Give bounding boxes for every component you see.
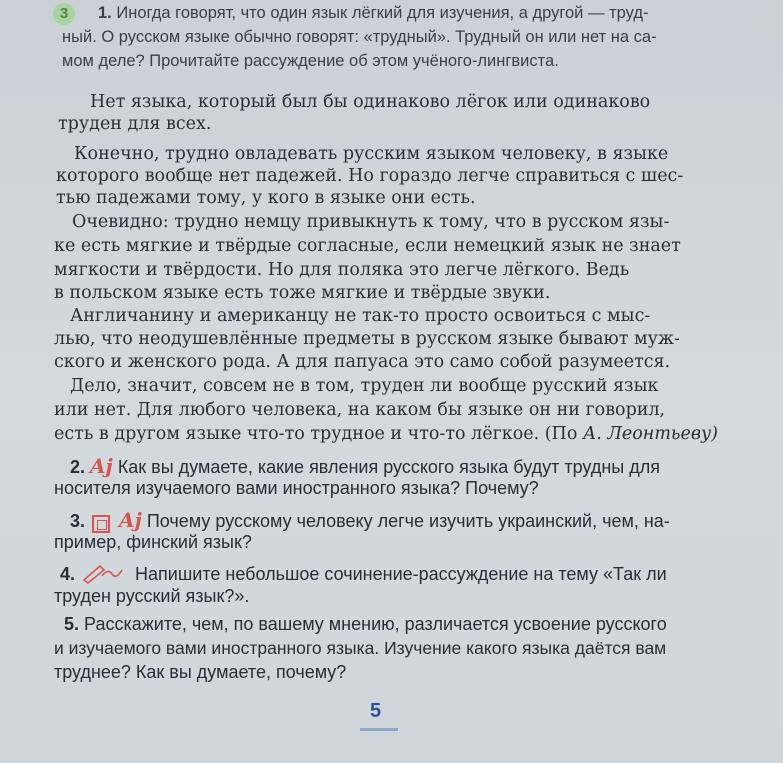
text-line-last-body: есть в другом языке что-то трудное и что-то лёгкое. (По bbox=[54, 424, 578, 444]
task5-line-3: труднее? Как вы думаете, почему? bbox=[54, 662, 347, 682]
task1-line-3: мом деле? Прочитайте рассуждение об этом учёного-лингвиста. bbox=[62, 52, 559, 70]
task2-text-1: Как вы думаете, какие явления русского языка будут трудны для bbox=[117, 457, 660, 477]
task5-text-1: Расскажите, чем, по вашему мнению, различается усвоение русского bbox=[84, 614, 667, 634]
task2-line-2: носителя изучаемого вами иностранного языка? Почему? bbox=[54, 478, 539, 498]
task1-number: 1. bbox=[98, 4, 112, 22]
author-attribution: А. Леонтьеву) bbox=[582, 424, 718, 444]
task3-number: 3. bbox=[70, 511, 86, 531]
pen-writing-icon bbox=[80, 562, 130, 584]
text-line: в польском языке есть тоже мягкие и твёрдые звуки. bbox=[54, 283, 551, 303]
text-line: которого вообще нет падежей. Но гораздо легче справиться с шес- bbox=[56, 166, 684, 186]
task4-number: 4. bbox=[60, 564, 76, 584]
text-line: Очевидно: трудно немцу привыкнуть к тому, что в русском язы- bbox=[72, 212, 670, 232]
text-line: Нет языка, который был бы одинаково лёгок или одинаково bbox=[90, 92, 651, 112]
page-number-underline bbox=[360, 728, 398, 731]
task3-line-2: пример, финский язык? bbox=[54, 532, 252, 552]
task4-line-1 bbox=[60, 562, 667, 585]
task1-line-1 bbox=[98, 4, 648, 23]
text-line: лью, что неодушевлённые предметы в русском языке бывают муж- bbox=[54, 329, 680, 349]
text-line-last bbox=[54, 424, 718, 444]
language-aj-icon: Aj bbox=[90, 454, 113, 478]
task5-number: 5. bbox=[64, 614, 80, 634]
task3-line-1 bbox=[70, 508, 670, 532]
task1-text-1: Иногда говорят, что один язык лёгкий для изучения, а другой — труд- bbox=[116, 4, 649, 22]
text-line: Англичанину и американцу не так-то просто освоиться с мыс- bbox=[70, 306, 651, 326]
text-line: Конечно, трудно овладевать русским языком человеку, в языке bbox=[74, 144, 669, 164]
task5-line-1 bbox=[64, 614, 667, 635]
text-line: мягкости и твёрдости. Но для поляка это легче лёгкого. Ведь bbox=[54, 260, 630, 280]
task3-text-1: Почему русскому человеку легче изучить украинский, чем, на- bbox=[146, 511, 670, 531]
exercise-number-badge: 3 bbox=[53, 3, 75, 25]
text-line: Дело, значит, совсем не в том, труден ли вообще русский язык bbox=[70, 376, 659, 396]
text-line: труден для всех. bbox=[58, 114, 212, 134]
text-line: или нет. Для любого человека, на каком бы языке он ни говорил, bbox=[54, 400, 666, 420]
task1-line-2: ный. О русском языке обычно говорят: «трудный». Трудный он или нет на са- bbox=[62, 28, 657, 46]
task2-number: 2. bbox=[70, 457, 86, 477]
task5-line-2: и изучаемого вами иностранного языка. Изучение какого языка даётся вам bbox=[54, 638, 667, 658]
text-line: ке есть мягкие и твёрдые согласные, если немецкий язык не знает bbox=[54, 236, 681, 256]
task4-text-1: Напишите небольшое сочинение-рассуждение на тему «Так ли bbox=[135, 564, 667, 584]
page-number: 5 bbox=[370, 700, 382, 722]
task2-line-1 bbox=[70, 454, 660, 478]
text-line: ского и женского рода. А для папуаса это само собой разумеется. bbox=[54, 352, 671, 372]
task4-line-2: труден русский язык?». bbox=[54, 586, 250, 606]
text-line: тью падежами тому, у кого в языке они есть. bbox=[56, 188, 476, 208]
language-aj-icon: Aj bbox=[119, 508, 142, 532]
